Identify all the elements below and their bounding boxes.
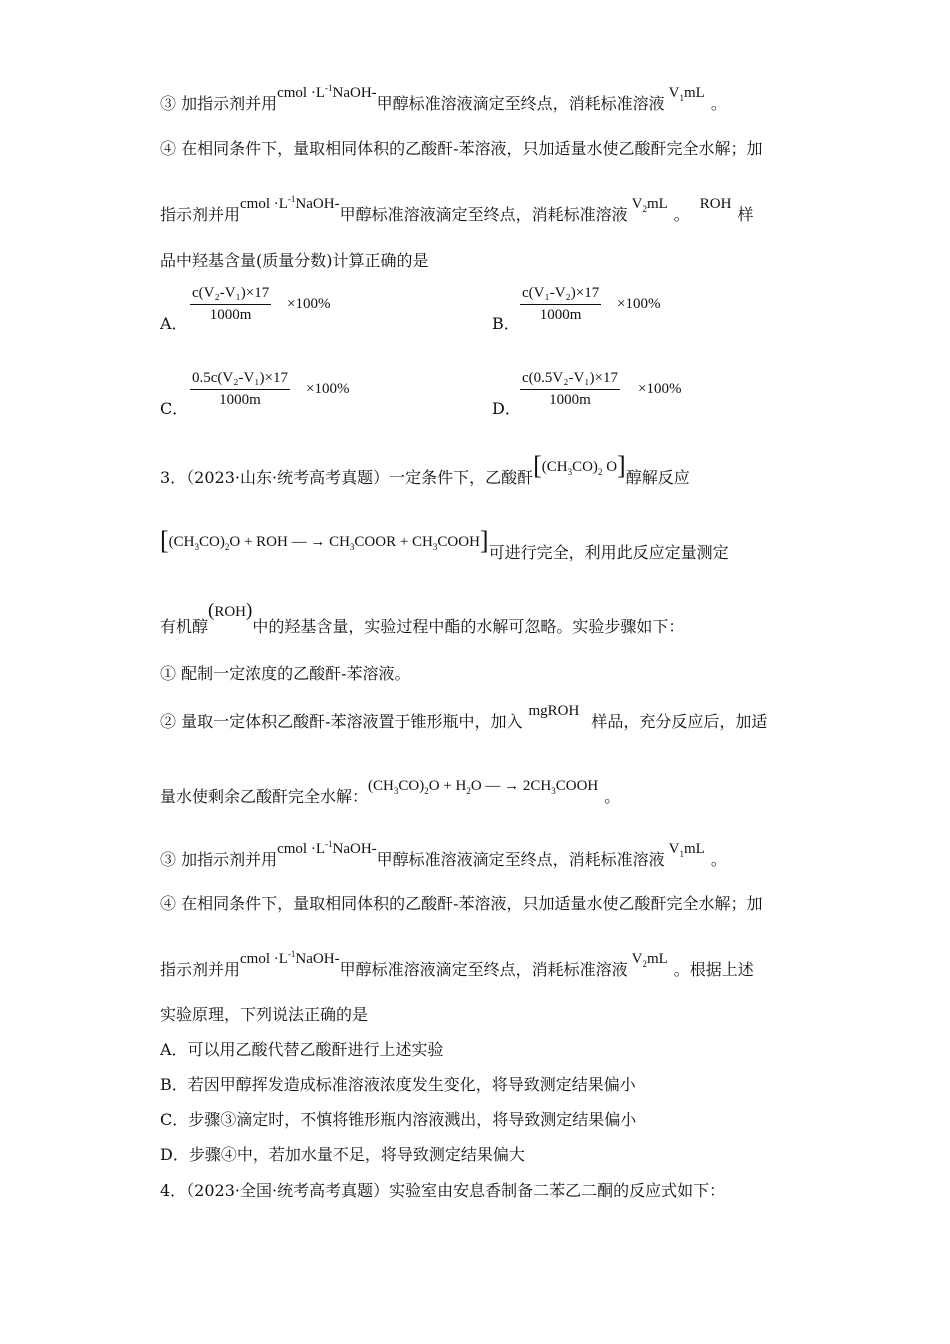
conc-formula: cmol $\cdot L^{-1}NaOH-$	[277, 839, 377, 857]
option-d-fraction: $\frac{\text{c(0.5V₂-V₁)×17}}{1000m}$	[522, 370, 618, 408]
option-a-label[interactable]: A．	[160, 314, 188, 333]
q3-reaction-line: [$(CH_3CO)_2O$ + ROH — → $CH_3COOR$ + $CH_3COOH$]可进行完全，利用此反应定量测定	[160, 526, 729, 562]
q3-question: 实验原理，下列说法正确的是	[160, 1005, 369, 1024]
q2-step4-line2: 指示剂并用cmol $\cdot L^{-1}NaOH-$甲醇标准溶液滴定至终点，消耗标准溶液$V_2mL$。ROH样	[160, 194, 754, 224]
v1-formula: $V_1mL$	[668, 841, 705, 859]
q3-step4-line2: 指示剂并用cmol $\cdot L^{-1}NaOH-$甲醇标准溶液滴定至终点，消耗标准溶液$V_2mL$。根据上述	[160, 949, 754, 979]
q2-question: 品中羟基含量(质量分数)计算正确的是	[160, 251, 429, 270]
conc-formula: cmol $\cdot L^{-1}NaOH-$	[240, 949, 340, 967]
q3-line3: 有机醇(ROH)中的羟基含量，实验过程中酯的水解可忽略。实验步骤如下：	[160, 600, 685, 636]
option-b-label[interactable]: B．	[492, 314, 520, 333]
conc-formula: cmol $\cdot L^{-1}NaOH-$	[240, 194, 340, 212]
v1-formula: $V_1mL$	[668, 85, 705, 103]
q2-step4-line1: ④ 在相同条件下，量取相同体积的乙酸酐-苯溶液，只加适量水使乙酸酐完全水解；加	[160, 139, 763, 158]
q3-step1: ① 配制一定浓度的乙酸酐-苯溶液。	[160, 664, 411, 683]
roh-formula: ROH	[699, 196, 732, 212]
q3-choice-b[interactable]: B．若因甲醇挥发造成标准溶液浓度发生变化，将导致测定结果偏小	[160, 1075, 636, 1094]
q3-step3: ③ 加指示剂并用cmol $\cdot L^{-1}NaOH-$甲醇标准溶液滴定至终点，消耗标准溶液$V_1mL$。	[160, 839, 727, 869]
q3-intro: 3．（2023·山东·统考高考真题）一定条件下，乙酸酐[$(CH_3CO)_2$ O]醇解反应	[160, 451, 690, 487]
option-d-label[interactable]: D．	[492, 399, 521, 418]
option-a-fraction: $\frac{\text{c(V₂-V₁)×17}}{1000m}$	[192, 285, 270, 323]
acetic-anhydride-formula: [$(CH_3CO)_2$ O]	[533, 451, 626, 480]
q3-choice-c[interactable]: C．步骤③滴定时，不慎将锥形瓶内溶液溅出，将导致测定结果偏小	[160, 1110, 637, 1129]
v2-formula: $V_2mL$	[631, 196, 668, 214]
q3-choice-a[interactable]: A．可以用乙酸代替乙酸酐进行上述实验	[160, 1040, 444, 1059]
roh-paren-formula: (ROH)	[208, 600, 253, 621]
option-b-percent: ×100%	[617, 296, 661, 312]
mgroh-formula: mgROH	[528, 703, 580, 719]
option-c-label[interactable]: C．	[160, 399, 189, 418]
hydrolysis-equation: $(CH_3CO)_2O + H_2O$ — → $2CH_3COOH$	[368, 778, 599, 796]
q4-intro: 4．（2023·全国·统考高考真题）实验室由安息香制备二苯乙二酮的反应式如下：	[160, 1181, 726, 1200]
q3-step4-line1: ④ 在相同条件下，量取相同体积的乙酸酐-苯溶液，只加适量水使乙酸酐完全水解；加	[160, 894, 763, 913]
q2-step3: ③ 加指示剂并用cmol $\cdot L^{-1}NaOH-$甲醇标准溶液滴定至终点，消耗标准溶液$V_1mL$。	[160, 83, 727, 113]
option-d-percent: ×100%	[638, 381, 682, 397]
q3-step2-cont: 量水使剩余乙酸酐完全水解：$(CH_3CO)_2O + H_2O$ — → $2CH_3COOH$。	[160, 778, 621, 806]
conc-formula: cmol $\cdot L^{-1}NaOH-$	[277, 83, 377, 101]
alcoholysis-equation: [$(CH_3CO)_2O$ + ROH — → $CH_3COOR$ + $CH_3COOH$]	[160, 526, 489, 555]
q3-choice-d[interactable]: D．步骤④中，若加水量不足，将导致测定结果偏大	[160, 1145, 525, 1164]
option-c-fraction: $\frac{\text{0.5c(V₂-V₁)×17}}{1000m}$	[192, 370, 288, 408]
option-a-percent: ×100%	[287, 296, 331, 312]
option-c-percent: ×100%	[306, 381, 350, 397]
q3-step2: ② 量取一定体积乙酸酐-苯溶液置于锥形瓶中，加入mgROH样品，充分反应后，加适	[160, 703, 768, 731]
option-b-fraction: $\frac{\text{c(V₁-V₂)×17}}{1000m}$	[522, 285, 600, 323]
v2-formula: $V_2mL$	[631, 951, 668, 969]
